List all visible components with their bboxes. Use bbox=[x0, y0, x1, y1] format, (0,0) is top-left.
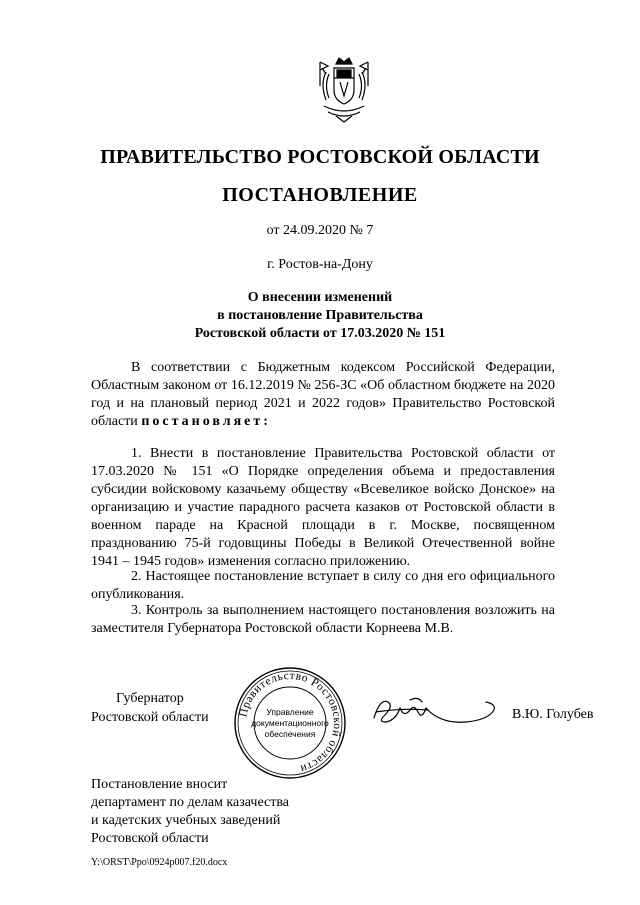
item-3-paragraph: 3. Контроль за выполнением настоящего постановления возложить на заместителя Губернатора Ростовской области Корнеева М.В. bbox=[91, 603, 555, 636]
document-type: ПОСТАНОВЛЕНИЕ bbox=[222, 184, 418, 206]
note-line: департамент по делам казачества bbox=[91, 795, 289, 810]
official-stamp bbox=[232, 665, 348, 781]
stamp-line: Управление bbox=[266, 707, 314, 717]
subject-line: О внесении изменений bbox=[247, 290, 393, 305]
decree-verb: постановляет: bbox=[141, 414, 271, 429]
signatory-title bbox=[91, 689, 209, 727]
subject-line: в постановление Правительства bbox=[217, 308, 423, 323]
document-date-number: от 24.09.2020 № 7 bbox=[266, 223, 374, 238]
submission-note bbox=[91, 776, 289, 848]
file-path: Y:\ORST\Ppo\0924p007.f20.docx bbox=[91, 857, 228, 868]
document-city: г. Ростов-на-Дону bbox=[267, 257, 373, 272]
stamp-line: документационного bbox=[251, 718, 329, 728]
signatory-title-line: Ростовской области bbox=[91, 710, 209, 725]
subject-line: Ростовской области от 17.03.2020 № 151 bbox=[194, 326, 446, 341]
preamble-text: В соответствии с Бюджетным кодексом Российской Федерации, Областным законом от 16.12.2019 № 256-ЗС «Об областном бюджете на 2020 год и на плановый период 2021 и 2022 годов» Правительство Ростовской области bbox=[91, 360, 555, 429]
signatory-name: В.Ю. Голубев bbox=[512, 707, 594, 722]
item-1-paragraph: 1. Внести в постановление Правительства Ростовской области от 17.03.2020 № 151 «О Порядке определения объема и предоставления субсидии войсковому казачьему обществу «Всевеликое войско Донское» на организацию и участие парадного расчета казаков от Ростовской области в военном параде на Красной площади в г. Москве, посвященном празднованию 75-й годовщины Победы в Великой Отечественной войне 1941 – 1945 годов» изменения согласно приложению. bbox=[91, 446, 555, 569]
note-line: и кадетских учебных заведений bbox=[91, 813, 281, 828]
coat-of-arms-icon bbox=[316, 56, 372, 124]
stamp-line: обеспечения bbox=[264, 729, 316, 739]
document-subject bbox=[0, 289, 640, 343]
signatory-title-line: Губернатор bbox=[116, 691, 184, 706]
handwritten-signature bbox=[370, 688, 500, 732]
stamp-ring-text: Правительство Ростовской области bbox=[237, 669, 344, 775]
organization-title: ПРАВИТЕЛЬСТВО РОСТОВСКОЙ ОБЛАСТИ bbox=[100, 146, 540, 168]
note-line: Постановление вносит bbox=[91, 777, 228, 792]
preamble-paragraph bbox=[91, 359, 555, 431]
note-line: Ростовской области bbox=[91, 831, 209, 846]
item-2-paragraph: 2. Настоящее постановление вступает в силу со дня его официального опубликования. bbox=[91, 569, 555, 602]
